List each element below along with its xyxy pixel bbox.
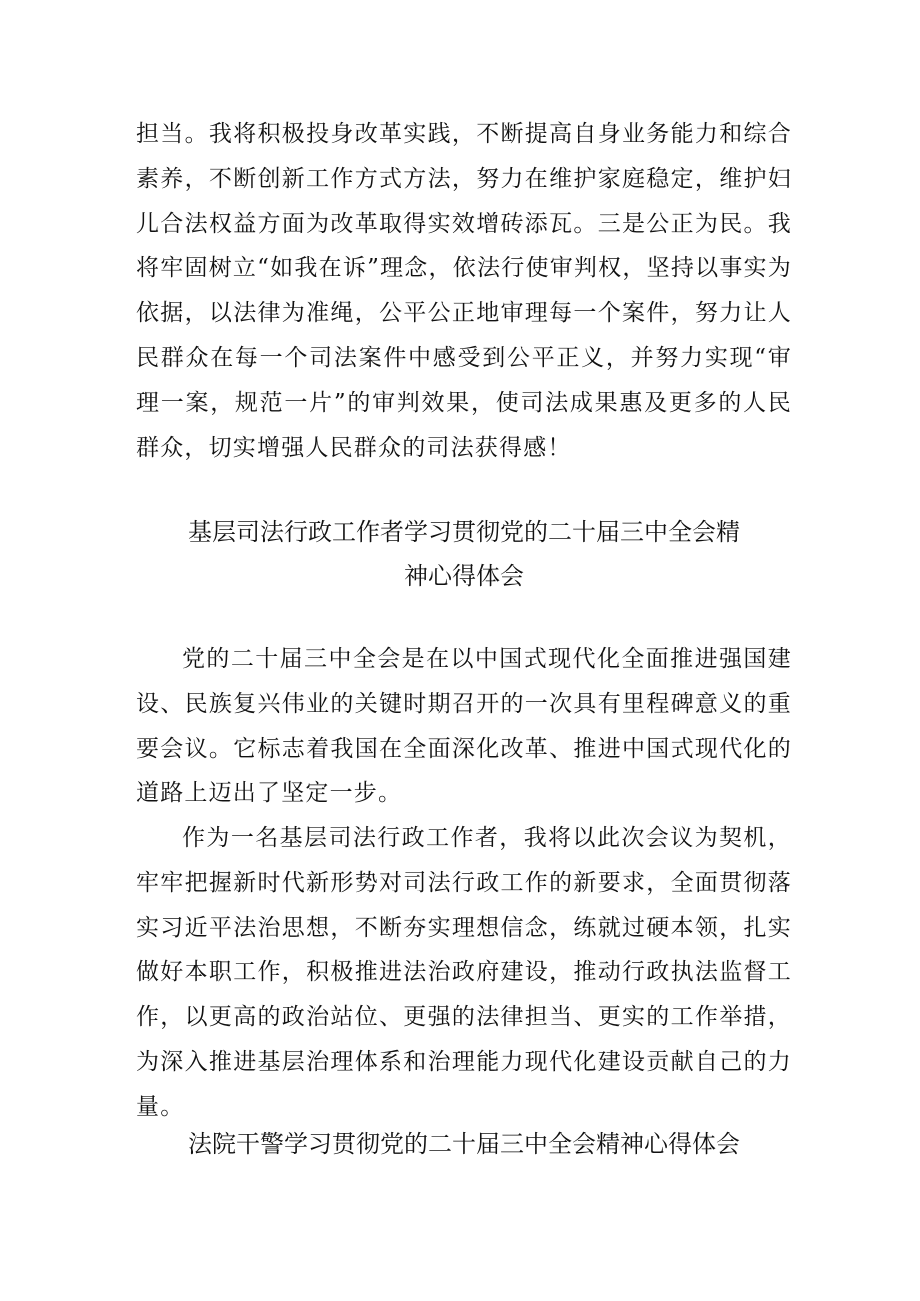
section-title-court-police: 法院干警学习贯彻党的二十届三中全会精神心得体会 — [188, 1130, 740, 1158]
section1-paragraph-1: 党的二十届三中全会是在以中国式现代化全面推进强国建设、民族复兴伟业的关键时期召开的一次具有里程碑意义的重要会议。它标志着我国在全面深化改革、推进中国式现代化的道路上迈出了坚定一步。 — [136, 646, 792, 807]
section-title-grassroots-judicial-admin — [136, 510, 792, 598]
section-title-line-2: 神心得体会 — [404, 562, 524, 590]
section-title-line-1: 基层司法行政工作者学习贯彻党的二十届三中全会精 — [188, 518, 740, 546]
continued-paragraph: 担当。我将积极投身改革实践，不断提高自身业务能力和综合素养，不断创新工作方式方法，努力在维护家庭稳定，维护妇儿合法权益方面为改革取得实效增砖添瓦。三是公正为民。我将牢固树立“如我在诉”理念，依法行使审判权，坚持以事实为依据，以法律为准绳，公平公正地审理每一个案件，努力让人民群众在每一个司法案件中感受到公平正义，并努力实现“审理一案，规范一片”的审判效果，使司法成果惠及更多的人民群众，切实增强人民群众的司法获得感！ — [136, 121, 792, 461]
section1-paragraph-2: 作为一名基层司法行政工作者，我将以此次会议为契机，牢牢把握新时代新形势对司法行政工作的新要求，全面贯彻落实习近平法治思想，不断夯实理想信念，练就过硬本领，扎实做好本职工作，积极推进法治政府建设，推动行政执法监督工作，以更高的政治站位、更强的法律担当、更实的工作举措，为深入推进基层治理体系和治理能力现代化建设贡献自己的力量。 — [136, 825, 792, 1120]
